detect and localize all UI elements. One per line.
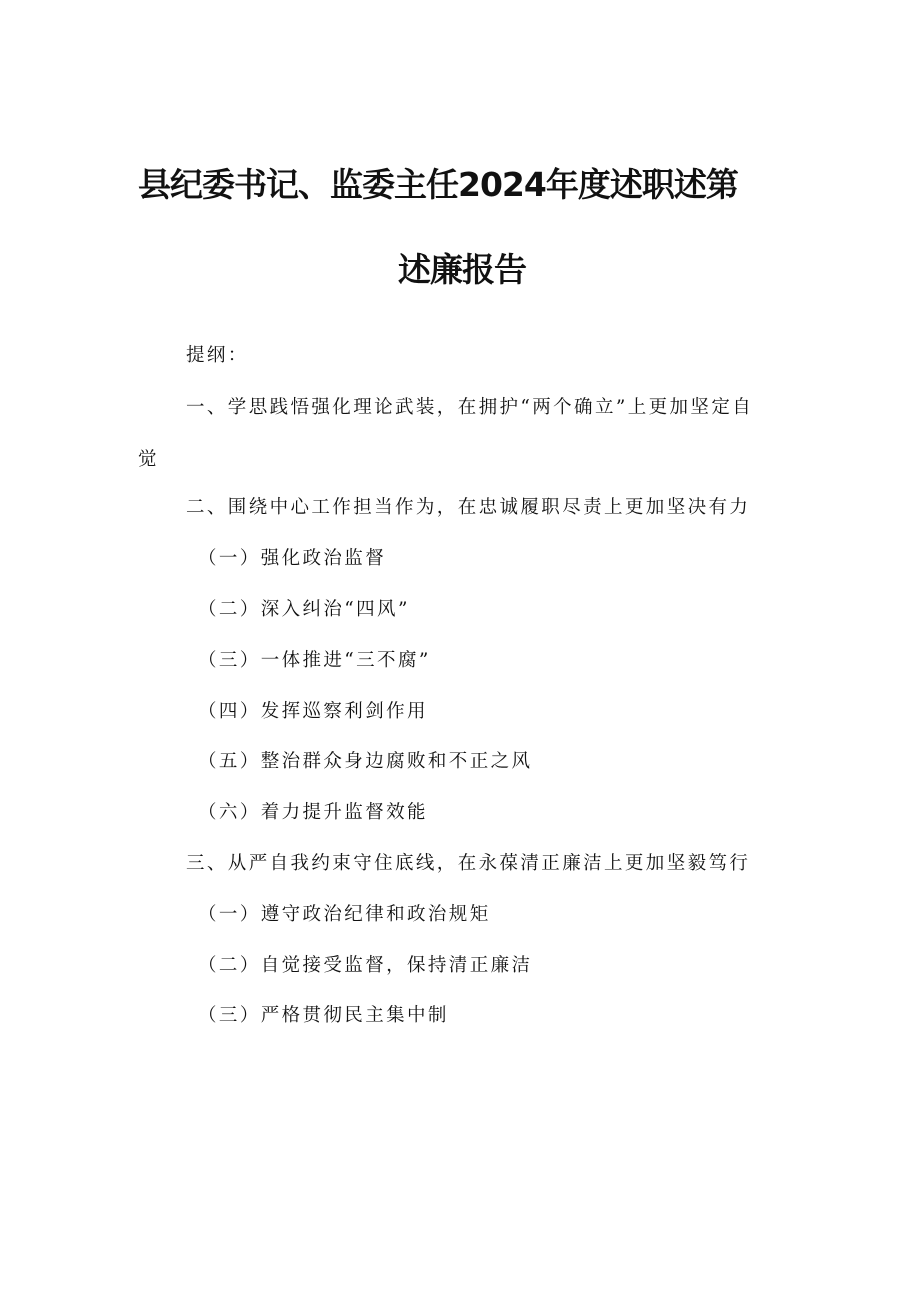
section-3-item: （一）遵守政治纪律和政治规矩	[198, 904, 491, 925]
outline-label: 提纲：	[186, 345, 249, 366]
section-2-item: （四）发挥巡察利剑作用	[198, 701, 428, 722]
section-1-heading-line-1: 一、学思践悟强化理论武装，在拥护“两个确立”上更加坚定自	[186, 397, 754, 418]
section-2-item: （六）着力提升监督效能	[198, 802, 428, 823]
section-2-item: （一）强化政治监督	[198, 548, 387, 569]
section-2-item: （五）整治群众身边腐败和不正之风	[198, 751, 533, 772]
section-3-item: （二）自觉接受监督，保持清正廉洁	[198, 955, 533, 976]
section-2-item: （二）深入纠治“四风”	[198, 599, 410, 620]
document-title-line-2: 述廉报告	[398, 250, 526, 289]
section-2-item: （三）一体推进“三不腐”	[198, 650, 431, 671]
section-3-item: （三）严格贯彻民主集中制	[198, 1005, 449, 1026]
section-3-heading: 三、从严自我约束守住底线，在永葆清正廉洁上更加坚毅笃行	[186, 853, 751, 874]
document-title-line-1: 县纪委书记、监委主任2024年度述职述第	[138, 165, 738, 204]
section-2-heading: 二、围绕中心工作担当作为，在忠诚履职尽责上更加坚决有力	[186, 497, 751, 518]
section-1-heading-line-2: 觉	[138, 449, 159, 470]
